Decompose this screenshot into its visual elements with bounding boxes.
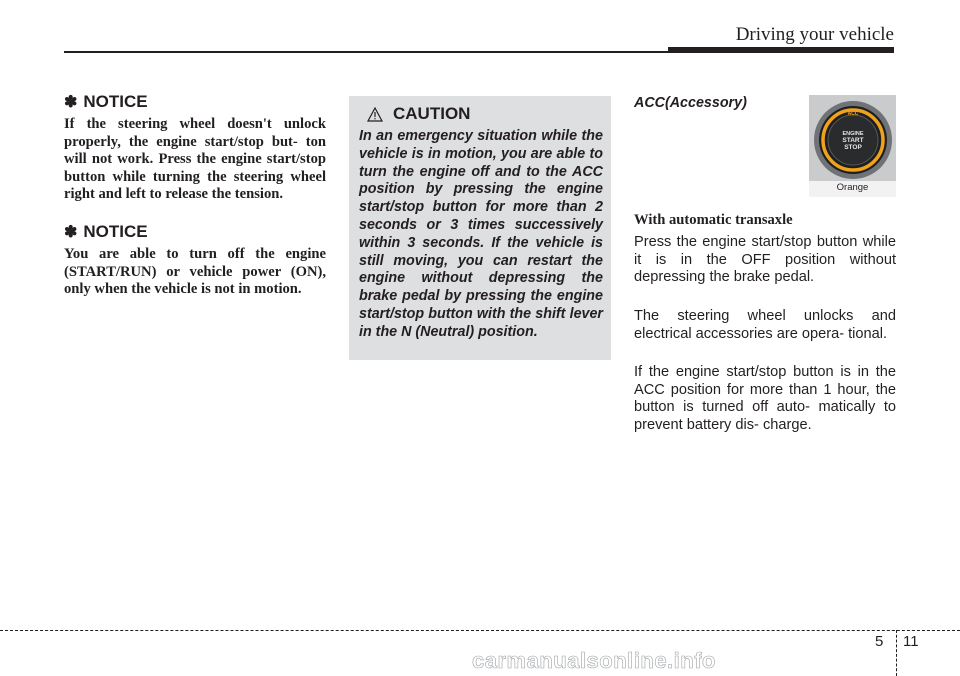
notice-turn-off-engine xyxy=(64,222,326,299)
notice-star-icon: ✽ xyxy=(64,223,78,241)
caution-heading-label: CAUTION xyxy=(393,104,471,123)
photo-caption: Orange xyxy=(836,182,869,193)
button-label-line: ENGINE xyxy=(842,131,864,137)
notice-body: If the steering wheel doesn't unlock properly, the engine start/stop but- ton will not work. Press the engine start/stop button while turning the steering wheel right and left to release the tension. xyxy=(64,116,326,203)
notice-star-icon: ✽ xyxy=(64,94,78,111)
warning-triangle-icon xyxy=(367,107,383,122)
acc-paragraph: If the engine start/stop button is in the ACC position for more than 1 hour, the button is turned off auto- matically to prevent battery dis- charge. xyxy=(634,364,896,433)
footer-divider xyxy=(896,630,897,676)
notice-heading xyxy=(64,92,326,112)
notice-heading-label: NOTICE xyxy=(83,221,148,241)
footer-section-number: 5 xyxy=(875,633,884,650)
header-rule xyxy=(64,51,668,53)
watermark: carmanualsonline.info xyxy=(472,648,716,673)
header-rule-accent xyxy=(668,47,894,53)
engine-start-stop-photo xyxy=(809,95,896,197)
header-title: Driving your vehicle xyxy=(735,24,894,45)
button-label-line: STOP xyxy=(844,144,862,151)
caution-body: In an emergency situation while the vehicle is in motion, you are able to turn the engine off and to the ACC position by pressing the engine start/stop button for more than 2 seconds or 3 times successively within 3 seconds. If the vehicle is still moving, you can restart the engine without depressing the brake pedal by pressing the engine start/stop button with the shift lever in the N (Neutral) position. xyxy=(359,128,603,340)
footer-rule xyxy=(0,630,960,631)
start-stop-button-image xyxy=(809,95,896,181)
acc-ring-label: ACC xyxy=(847,111,859,117)
acc-heading: ACC(Accessory) xyxy=(634,95,747,111)
notice-body: You are able to turn off the engine (START/RUN) or vehicle power (ON), only when the vehicle is not in motion. xyxy=(64,245,326,298)
notice-heading-label: NOTICE xyxy=(83,92,148,111)
notices-column xyxy=(64,92,326,299)
acc-paragraph: Press the engine start/stop button while it is in the OFF position without depressing the brake pedal. xyxy=(634,234,896,286)
acc-paragraph: The steering wheel unlocks and electrical accessories are opera- tional. xyxy=(634,308,896,342)
caution-box xyxy=(349,96,611,360)
notice-steering-unlock xyxy=(64,92,326,204)
notice-heading xyxy=(64,222,326,242)
caution-heading xyxy=(359,104,603,124)
acc-subheading: With automatic transaxle xyxy=(634,212,793,228)
button-label-line: START xyxy=(842,137,864,144)
footer-page-number: 11 xyxy=(903,633,919,650)
